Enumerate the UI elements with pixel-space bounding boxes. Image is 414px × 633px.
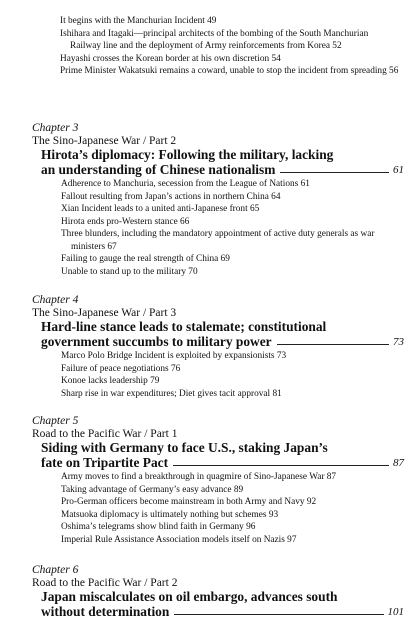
chapter-title-line: Hirota’s diplomacy: Following the military, lacking: [41, 147, 334, 162]
toc-entry: Oshima’s telegrams show blind faith in Germany 96: [61, 522, 256, 532]
chapter-title: [41, 320, 404, 349]
chapter-subtitle: The Sino-Japanese War / Part 3: [32, 307, 177, 319]
chapter-4-entries: [61, 350, 404, 400]
leader-rule: [277, 344, 389, 345]
chapter-page-number: 61: [393, 163, 404, 176]
toc-entry: Army moves to find a breakthrough in quagmire of Sino-Japanese War 87: [61, 472, 337, 482]
chapter-label: Chapter 3: [32, 122, 79, 134]
toc-entry: Hirota ends pro-Western stance 66: [61, 216, 190, 227]
toc-entry: Pro-German officers become mainstream in both Army and Navy 92: [61, 497, 317, 507]
chapter-subtitle: Road to the Pacific War / Part 1: [32, 428, 178, 440]
leader-rule: [174, 614, 383, 615]
chapter-title: [41, 590, 404, 619]
chapter-title-line: Hard-line stance leads to stalemate; constitutional: [41, 319, 327, 334]
chapter-title: [41, 441, 404, 470]
toc-entry: Unable to stand up to the military 70: [61, 266, 198, 277]
chapter-page-number: 101: [387, 605, 404, 618]
toc-entry: Taking advantage of Germany’s easy advance 89: [61, 484, 244, 495]
chapter-4-section: [32, 294, 404, 400]
toc-entry: Xian Incident leads to a united anti-Japanese front 65: [61, 204, 260, 214]
chapter-5-entries: [61, 471, 404, 546]
toc-entry: Konoe lacks leadership 79: [61, 376, 160, 386]
toc-entry: Failing to gauge the real strength of China 69: [61, 254, 230, 264]
chapter-subtitle: Road to the Pacific War / Part 2: [32, 577, 178, 589]
chapter-3-section: [32, 122, 404, 278]
toc-entry: Three blunders, including the mandatory appointment of active duty generals as war ministers 67: [61, 229, 375, 252]
chapter-title-line: government succumbs to military power: [41, 333, 272, 349]
toc-entry: It begins with the Manchurian Incident 49: [60, 16, 217, 26]
chapter-label: Chapter 5: [32, 415, 79, 427]
toc-entry: Imperial Rule Assistance Association models itself on Nazis 97: [61, 534, 297, 545]
chapter-label: Chapter 6: [32, 564, 79, 576]
chapter-title-line: fate on Tripartite Pact: [41, 454, 169, 470]
chapter-title-line: Japan miscalculates on oil embargo, advances south: [41, 589, 338, 604]
chapter-subtitle: The Sino-Japanese War / Part 2: [32, 135, 177, 147]
leader-rule: [280, 172, 389, 173]
chapter-page-number: 87: [393, 456, 404, 469]
toc-entry: Ishihara and Itagaki—principal architects of the bombing of the South Manchurian Railway line and the deployment of Army reinforcements from Korea 52: [60, 28, 369, 51]
chapter-page-number: 73: [393, 335, 404, 348]
leader-rule: [173, 465, 389, 466]
chapter-title-line: an understanding of Chinese nationalism: [41, 161, 276, 177]
toc-entry: Prime Minister Wakatsuki remains a coward, unable to stop the incident from spreading 56: [60, 66, 399, 76]
toc-entry: Matsuoka diplomacy is ultimately nothing but schemes 93: [61, 509, 279, 520]
chapter-5-section: [32, 415, 404, 546]
chapter-2-continued-items: [60, 15, 400, 78]
chapter-label: Chapter 4: [32, 294, 79, 306]
chapter-title-line: without determination: [41, 603, 170, 619]
chapter-title-line: Siding with Germany to face U.S., staking Japan’s: [41, 440, 328, 455]
toc-entry: Marco Polo Bridge Incident is exploited by expansionists 73: [61, 351, 287, 361]
chapter-6-section: [32, 564, 404, 619]
chapter-3-entries: [61, 178, 404, 278]
toc-entry: Sharp rise in war expenditures; Diet gives tacit approval 81: [61, 388, 282, 399]
toc-entry: Adherence to Manchuria, secession from the League of Nations 61: [61, 179, 310, 189]
toc-entry: Fallout resulting from Japan’s actions in northern China 64: [61, 191, 281, 202]
toc-entry: Failure of peace negotiations 76: [61, 363, 181, 374]
toc-entry: Hayashi crosses the Korean border at his own discretion 54: [60, 53, 281, 64]
chapter-title: [41, 148, 404, 177]
